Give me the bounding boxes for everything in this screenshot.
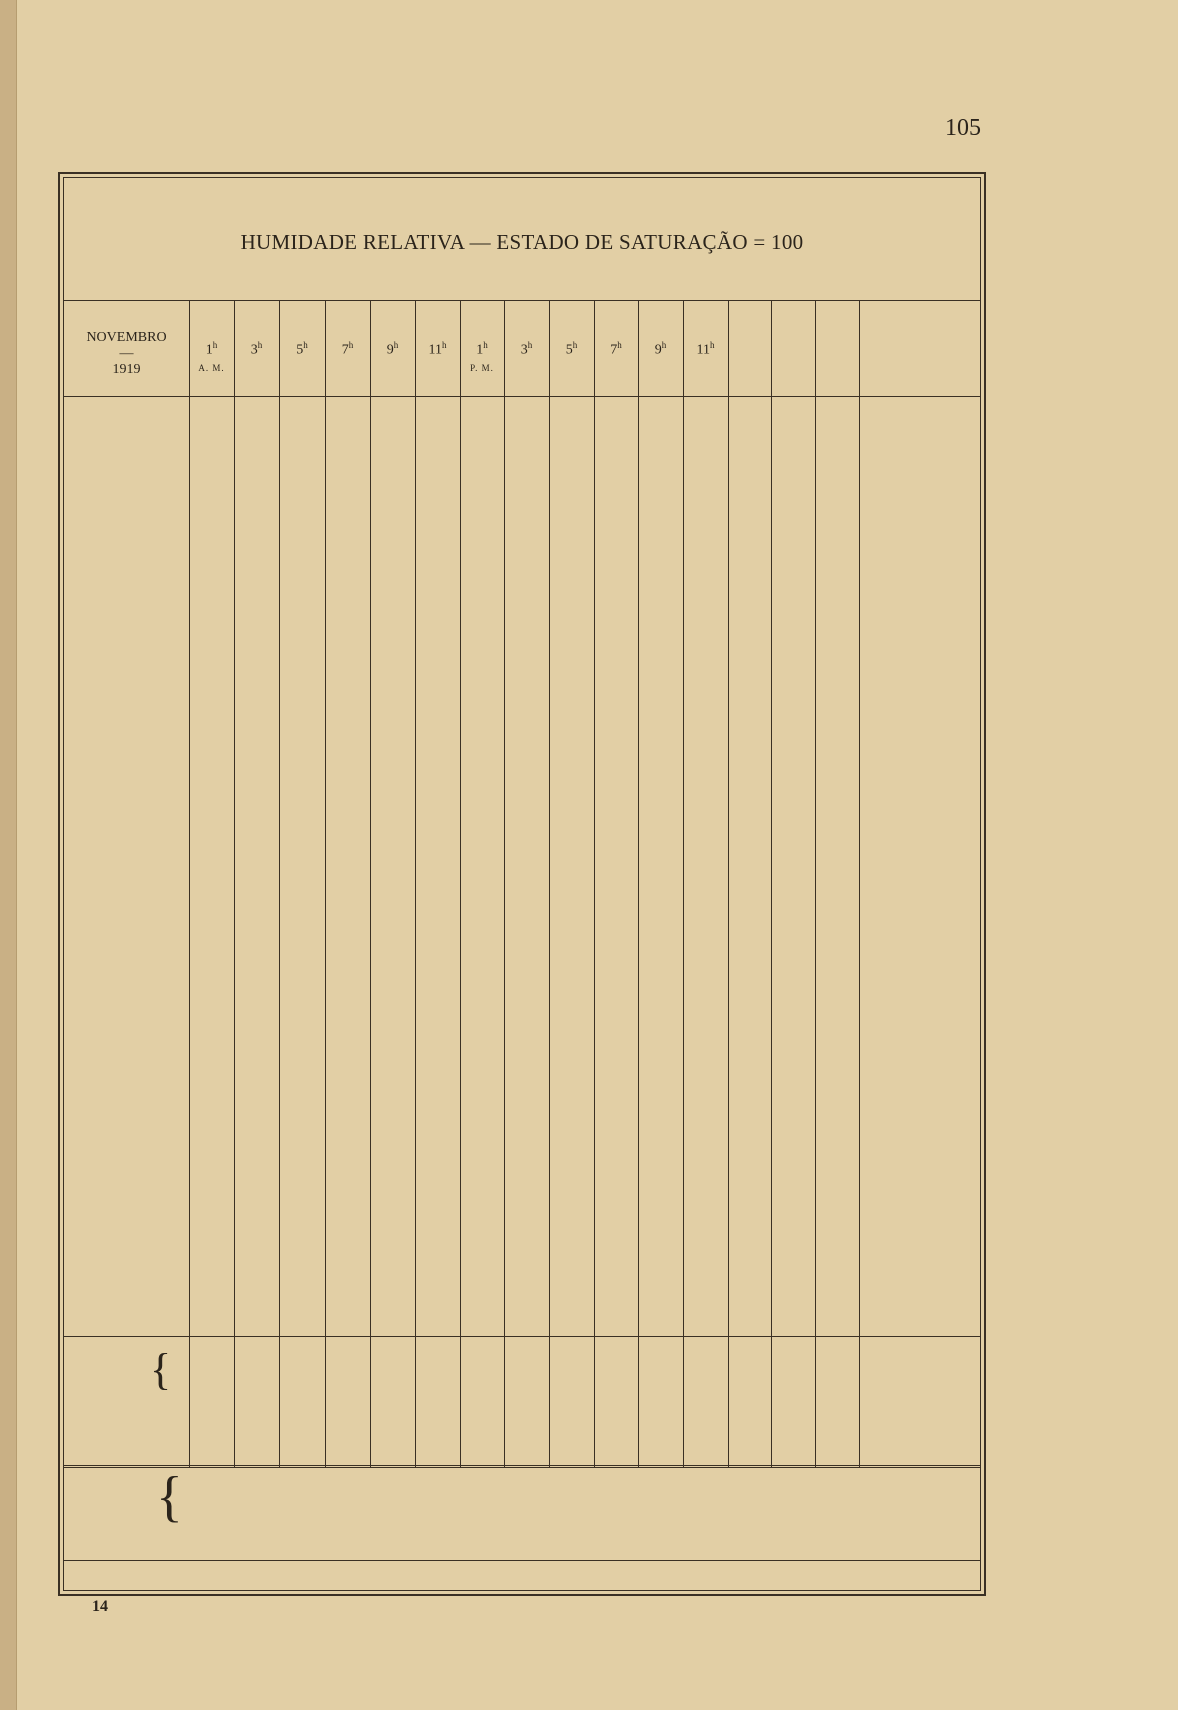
column-divider	[728, 300, 729, 1467]
hour-label: 9$^h$	[654, 340, 667, 358]
column-divider	[234, 300, 235, 1467]
month-header-month: NOVEMBRO	[86, 330, 167, 345]
column-divider	[504, 300, 505, 1467]
hour-suffix: h	[483, 340, 488, 350]
hour-label: 11$^h$	[696, 340, 715, 358]
column-divider	[415, 300, 416, 1467]
column-divider	[594, 300, 595, 1467]
table-frame	[58, 172, 986, 1596]
month-header-dash: —	[119, 346, 134, 361]
month-means-rule-2	[64, 1467, 980, 1468]
footer-number: 14	[92, 1598, 108, 1615]
hour-header	[415, 340, 460, 359]
hour-header	[638, 340, 683, 359]
column-divider	[325, 300, 326, 1467]
hour-suffix: h	[393, 340, 399, 350]
hour-label: 5$^h$	[565, 340, 578, 358]
column-divider	[549, 300, 550, 1467]
hour-header	[370, 340, 415, 359]
hour-suffix: h	[527, 340, 533, 350]
hour-header	[504, 340, 549, 359]
hour-suffix: h	[212, 340, 218, 350]
hour-header	[189, 340, 234, 373]
decades-rule	[64, 1336, 980, 1337]
hour-header	[549, 340, 594, 359]
column-divider	[189, 300, 190, 1467]
hour-header	[460, 340, 504, 373]
month-header-year: 1919	[112, 362, 141, 377]
hour-suffix: h	[709, 340, 715, 350]
hour-suffix: h	[617, 340, 622, 350]
column-divider	[460, 300, 461, 1467]
month-header	[64, 330, 189, 378]
column-divider	[279, 300, 280, 1467]
hour-suffix: h	[303, 340, 308, 350]
column-divider	[859, 300, 860, 1467]
extremes-brace: {	[156, 1466, 183, 1528]
hour-header	[234, 340, 279, 359]
hour-label: 3$^h$	[250, 340, 263, 358]
bottom-rule	[64, 1560, 980, 1561]
table-inner-border	[63, 177, 981, 1591]
hour-suffix: h	[348, 340, 354, 350]
hour-header	[594, 340, 638, 359]
hour-suffix: h	[661, 340, 667, 350]
hour-label: 7$^h$	[341, 340, 354, 358]
table-title: HUMIDADE RELATIVA — ESTADO DE SATURAÇÃO = 100	[240, 230, 804, 254]
hour-suffix: h	[572, 340, 578, 350]
title-rule	[64, 300, 980, 301]
header-rule	[64, 396, 980, 397]
hour-label: 5$^h$	[296, 340, 308, 358]
hour-suffix: h	[441, 340, 447, 350]
hour-header	[279, 340, 325, 359]
page-number: 105	[945, 115, 981, 141]
hour-label: 1$^h$	[476, 340, 488, 358]
column-divider	[370, 300, 371, 1467]
hour-label: 11$^h$	[428, 340, 447, 358]
period-label: A. M.	[198, 362, 225, 373]
hour-label: 3$^h$	[520, 340, 533, 358]
hour-label: 7$^h$	[610, 340, 622, 358]
decades-brace: {	[150, 1345, 172, 1394]
page-edge	[0, 0, 17, 1710]
month-means-rule	[64, 1465, 980, 1466]
hour-suffix: h	[257, 340, 263, 350]
hour-label: 1$^h$	[205, 340, 218, 358]
period-label: P. M.	[470, 362, 494, 373]
column-divider	[638, 300, 639, 1467]
hour-label: 9$^h$	[386, 340, 399, 358]
column-divider	[815, 300, 816, 1467]
column-divider	[771, 300, 772, 1467]
column-divider	[683, 300, 684, 1467]
hour-header	[325, 340, 370, 359]
hour-header	[683, 340, 728, 359]
